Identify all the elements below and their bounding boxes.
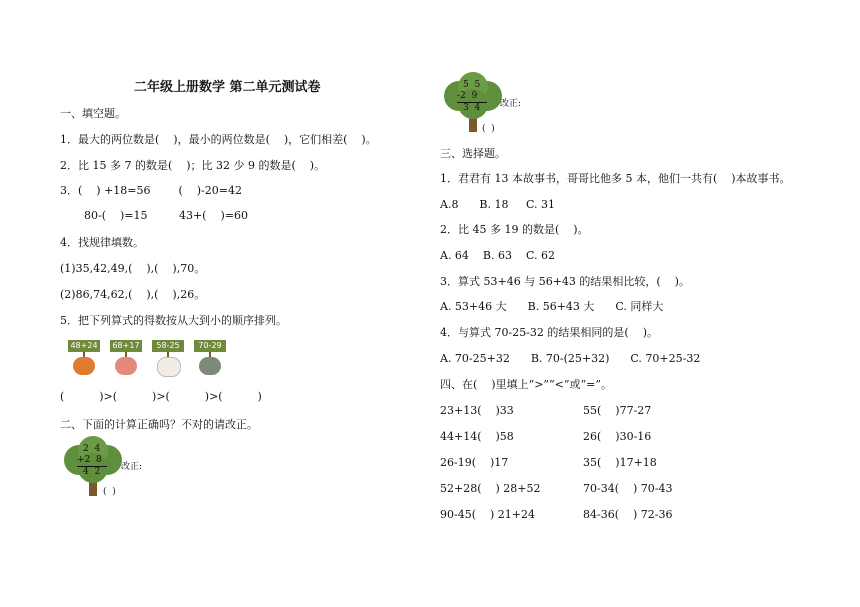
options-3-3: A. 53+46 大 B. 56+43 大 C. 同样大 [440, 300, 664, 313]
question-1-1: 1．最大的两位数是( )，最小的两位数是( )，它们相差( )。 [60, 133, 377, 146]
section-1-heading: 一、填空题。 [60, 107, 126, 120]
calc-row: 3 4 [463, 103, 481, 113]
question-1-3a: 3．( ) +18=56 ( )-20=42 [60, 184, 242, 197]
calc-row: -2 9 [457, 91, 478, 101]
fix-label: 改正: [500, 99, 522, 109]
question-1-5: 5．把下列算式的得数按从大到小的顺序排列。 [60, 314, 287, 327]
question-1-4: 4．找规律填数。 [60, 236, 144, 249]
expression-sign: 68+17 [110, 340, 142, 352]
fix-label: 改正: [121, 462, 143, 472]
pattern-2: (2)86,74,62,( ),( ),26。 [60, 288, 206, 301]
koala-icon [194, 340, 226, 376]
calc-row: 5 5 [463, 80, 481, 90]
calc-row: +2 8 [77, 455, 102, 465]
expression-sign: 58-25 [152, 340, 184, 352]
question-3-4: 4．与算式 70-25-32 的结果相同的是( )。 [440, 326, 658, 339]
answer-paren: ( ) [482, 124, 495, 134]
section-4-heading: 四、在( )里填上“>”“<”或“=”。 [440, 378, 612, 391]
options-3-1: A.8 B. 18 C. 31 [440, 198, 555, 211]
section-3-heading: 三、选择题。 [440, 147, 506, 160]
compare-item: 55( )77-27 [583, 404, 652, 417]
compare-item: 26( )30-16 [583, 430, 652, 443]
ordering-blanks: ( )>( )>( )>( ) [60, 390, 262, 403]
page-title: 二年级上册数学 第二单元测试卷 [134, 80, 321, 95]
question-3-2: 2．比 45 多 19 的数是( )。 [440, 223, 589, 236]
calc-row: 2 4 [83, 444, 101, 454]
expression-sign: 48+24 [68, 340, 100, 352]
compare-item: 23+13( )33 [440, 404, 514, 417]
options-3-4: A. 70-25+32 B. 70-(25+32) C. 70+25-32 [440, 352, 701, 365]
question-3-1: 1．君君有 13 本故事书，哥哥比他多 5 本，他们一共有( )本故事书。 [440, 172, 791, 185]
calc-row: 4 2 [83, 467, 101, 477]
pattern-1: (1)35,42,49,( ),( ),70。 [60, 262, 206, 275]
question-3-3: 3．算式 53+46 与 56+43 的结果相比较，( )。 [440, 275, 690, 288]
question-1-3b: 80-( )=15 43+( )=60 [84, 209, 248, 222]
options-3-2: A. 64 B. 63 C. 62 [440, 249, 555, 262]
compare-item: 26-19( )17 [440, 456, 509, 469]
expression-sign: 70-29 [194, 340, 226, 352]
tiger-icon [68, 340, 100, 376]
rabbit-icon [152, 340, 184, 376]
question-1-2: 2．比 15 多 7 的数是( )；比 32 少 9 的数是( )。 [60, 159, 326, 172]
elephant-icon [110, 340, 142, 376]
compare-item: 84-36( ) 72-36 [583, 508, 673, 521]
section-2-heading: 二、下面的计算正确吗？不对的请改正。 [60, 418, 258, 431]
compare-item: 70-34( ) 70-43 [583, 482, 673, 495]
compare-item: 90-45( ) 21+24 [440, 508, 535, 521]
compare-item: 35( )17+18 [583, 456, 657, 469]
compare-item: 44+14( )58 [440, 430, 514, 443]
compare-item: 52+28( ) 28+52 [440, 482, 541, 495]
answer-paren: ( ) [103, 487, 116, 497]
